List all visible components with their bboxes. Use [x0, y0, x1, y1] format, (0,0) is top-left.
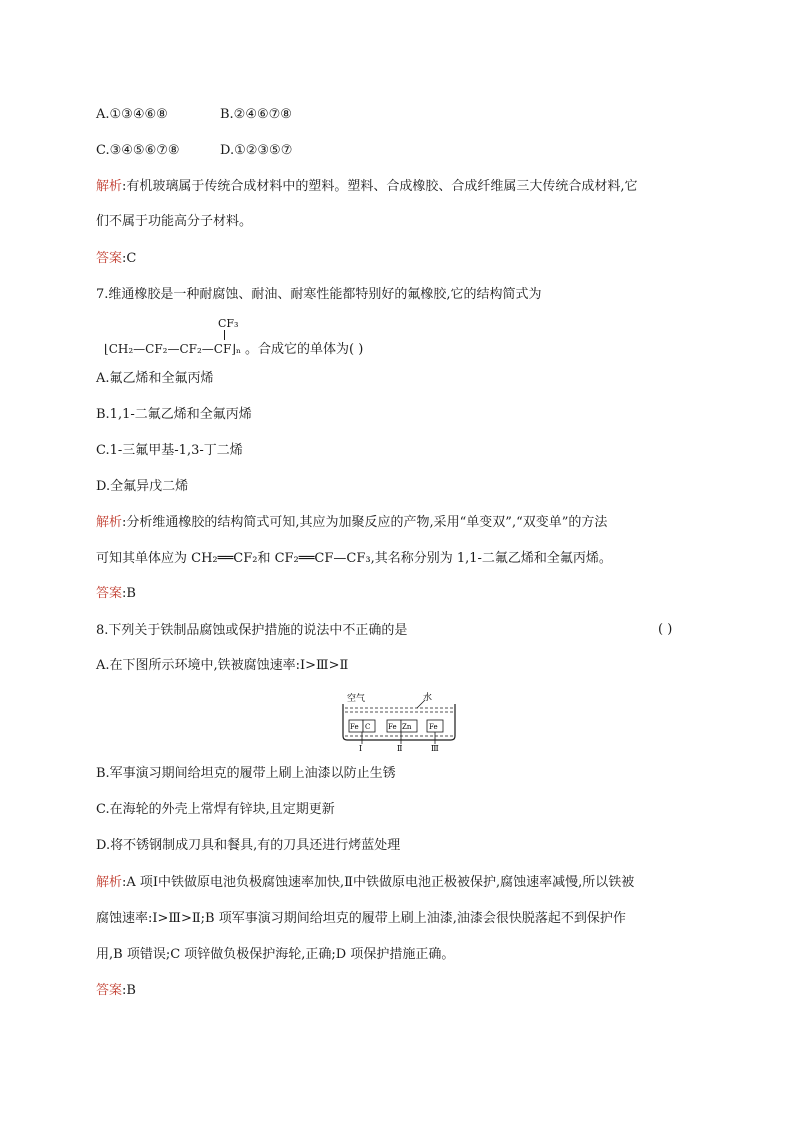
q7-formula-main: CH₂—CF₂—CF₂—CF [108, 342, 232, 356]
q6-option-d: D.①②③⑤⑦ [220, 143, 293, 158]
q7-analysis-label: 解析 [96, 515, 123, 530]
q8-analysis-label: 解析 [96, 875, 123, 890]
q8-analysis-line1 [96, 874, 634, 892]
q7-answer-value: :B [122, 586, 136, 601]
q7-option-b: B.1,1-二氟乙烯和全氟丙烯 [96, 407, 252, 422]
diagram-water-label: 水 [423, 693, 433, 703]
q8-stem: 8.下列关于铁制品腐蚀或保护措施的说法中不正确的是 [96, 623, 408, 638]
cell2-label-a: Fe [388, 723, 397, 731]
cell3-label-a: Fe [429, 723, 438, 731]
q8-option-d: D.将不锈钢制成刀具和餐具,有的刀具还进行烤蓝处理 [96, 838, 401, 853]
q6-option-c: C.③④⑤⑥⑦⑧ [96, 143, 180, 158]
q7-option-a: A.氟乙烯和全氟丙烯 [96, 371, 214, 386]
q8-answer-value: :B [122, 983, 136, 998]
q8-analysis-line2: 腐蚀速率:Ⅰ>Ⅲ>Ⅱ;B 项军事演习期间给坦克的履带上刷上油漆,油漆会很快脱落起不到保护作 [96, 911, 626, 926]
q6-options-row1 [96, 106, 292, 124]
q7-formula-right-bracket: ⌋ₙ [231, 342, 242, 356]
q6-analysis-text1: :有机玻璃属于传统合成材料中的塑料。塑料、合成橡胶、合成纤维属三大传统合成材料,它 [122, 179, 638, 194]
q6-answer-label: 答案 [96, 251, 123, 266]
q8-answer-label: 答案 [96, 983, 123, 998]
q7-option-c: C.1-三氟甲基-1,3-丁二烯 [96, 443, 243, 458]
q6-analysis-line2: 们不属于功能高分子材料。 [96, 214, 253, 229]
q7-option-d: D.全氟异戊二烯 [96, 479, 189, 494]
roman-label-3: Ⅲ [431, 744, 439, 752]
q6-answer [96, 250, 136, 268]
q7-formula-left-bracket: ⌊ [104, 342, 109, 356]
q8-answer-bracket: ( ) [658, 622, 673, 637]
q7-answer [96, 585, 136, 603]
roman-label-2: Ⅱ [397, 744, 403, 752]
roman-label-1: Ⅰ [359, 744, 363, 752]
q7-analysis-text1: :分析维通橡胶的结构简式可知,其应为加聚反应的产物,采用“单变双”,“双变单”的方法 [122, 515, 608, 530]
q6-answer-value: :C [122, 251, 137, 266]
diagram-air-label: 空气 [347, 694, 366, 704]
q7-analysis-line1 [96, 514, 607, 532]
q8-analysis-line3: 用,B 项错误;C 项锌做负极保护海轮,正确;D 项保护措施正确。 [96, 947, 455, 962]
q7-structural-formula [104, 338, 363, 357]
q8-answer [96, 982, 136, 1000]
q7-answer-label: 答案 [96, 586, 123, 601]
q8-option-b: B.军事演习期间给坦克的履带上刷上油漆以防止生锈 [96, 766, 396, 781]
q8-analysis-text1: :A 项Ⅰ中铁做原电池负极腐蚀速率加快,Ⅱ中铁做原电池正极被保护,腐蚀速率减慢,所以铁被 [122, 875, 635, 890]
q7-formula-branch: CF₃ [218, 317, 239, 330]
cell1-label-a: Fe [350, 723, 359, 731]
q6-options-row2 [96, 142, 293, 160]
q8-option-a: A.在下图所示环境中,铁被腐蚀速率:Ⅰ>Ⅲ>Ⅱ [96, 658, 349, 673]
q6-option-b: B.②④⑥⑦⑧ [220, 107, 292, 122]
corrosion-diagram [339, 692, 459, 752]
cell2-label-b: Zn [402, 723, 412, 731]
q6-option-a: A.①③④⑥⑧ [96, 107, 168, 122]
q7-analysis-line2: 可知其单体应为 CH₂══CF₂和 CF₂══CF—CF₃,其名称分别为 1,1-二氟乙烯和全氟丙烯。 [96, 551, 612, 566]
cell1-label-b: C [365, 723, 371, 731]
q7-stem: 7.维通橡胶是一种耐腐蚀、耐油、耐寒性能都特别好的氟橡胶,它的结构简式为 [96, 287, 542, 302]
q8-option-c: C.在海轮的外壳上常焊有锌块,且定期更新 [96, 802, 335, 817]
q7-formula-tail: 。合成它的单体为( ) [245, 342, 364, 357]
q6-analysis-label: 解析 [96, 179, 123, 194]
q6-analysis-line1 [96, 178, 638, 196]
